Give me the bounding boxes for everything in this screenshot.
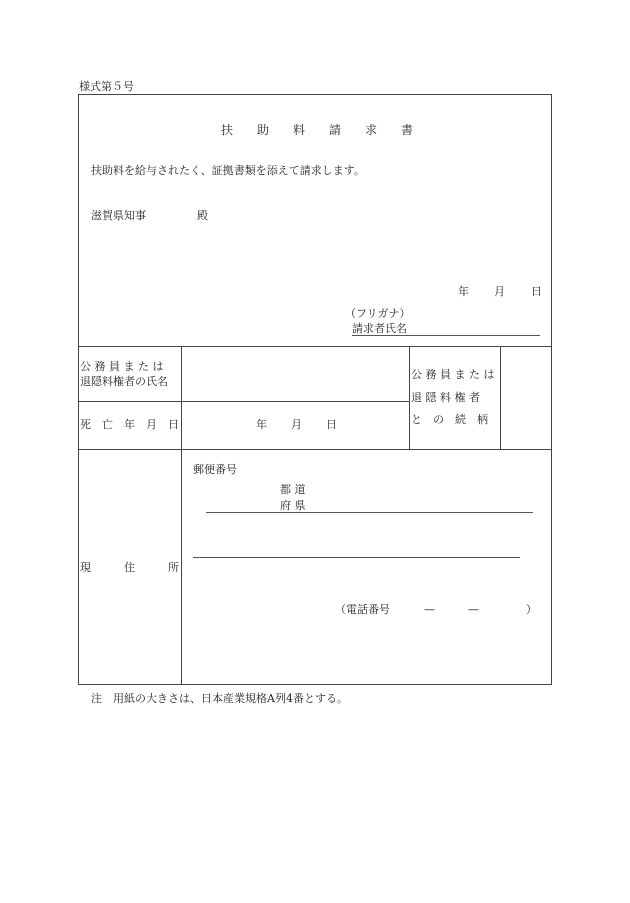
claimant-name-field[interactable] [352, 335, 540, 336]
death-date-month: 月 [291, 418, 302, 431]
addressee-governor: 滋賀県知事 [91, 209, 146, 222]
paper-size-note: 注 用紙の大きさは、日本産業規格A列4番とする。 [91, 692, 348, 705]
death-date-day: 日 [326, 418, 337, 431]
furigana-label: （フリガナ） [345, 307, 411, 320]
relation-label-right-rule [500, 346, 501, 449]
address-line-field[interactable] [193, 557, 520, 558]
date-month-label: 月 [494, 285, 505, 298]
table-middle-rule [78, 449, 552, 450]
relation-label-left-rule [409, 346, 410, 449]
phone-close-paren: ） [526, 603, 537, 616]
prefecture-label-line1: 都 道 [280, 483, 306, 496]
prefecture-label-line2: 府 県 [280, 499, 306, 512]
civil-servant-name-field[interactable] [183, 348, 407, 399]
form-number: 様式第５号 [79, 80, 134, 93]
date-day-label: 日 [531, 285, 542, 298]
row-divider-name-death [78, 401, 409, 402]
prefecture-line-field[interactable] [206, 512, 533, 513]
claimant-name-label: 請求者氏名 [352, 322, 407, 335]
table-top-rule [78, 346, 552, 347]
relation-field[interactable] [502, 348, 550, 447]
death-date-label: 死 亡 年 月 日 [80, 418, 179, 431]
civil-servant-name-label-line2: 退隠料権者の氏名 [80, 375, 168, 388]
relation-label-line2: 退 隠 料 権 者 [411, 391, 480, 404]
relation-label-line3: と の 続 柄 [411, 413, 488, 426]
form-title: 扶 助 料 請 求 書 [221, 123, 414, 137]
label-column-rule [181, 346, 182, 685]
civil-servant-name-label-line1: 公 務 員 ま た は [80, 360, 164, 373]
address-label: 現 住 所 [80, 561, 179, 574]
phone-label: （電話番号 [335, 603, 390, 616]
phone-dash-1: — [424, 603, 435, 616]
phone-dash-2: — [468, 603, 479, 616]
postal-code-label: 郵便番号 [193, 463, 237, 476]
addressee-honorific: 殿 [197, 209, 208, 222]
relation-label-line1: 公 務 員 ま た は [411, 368, 495, 381]
death-date-year: 年 [256, 418, 267, 431]
request-statement: 扶助料を給与されたく、証拠書類を添えて請求します。 [91, 164, 365, 177]
date-year-label: 年 [458, 285, 469, 298]
